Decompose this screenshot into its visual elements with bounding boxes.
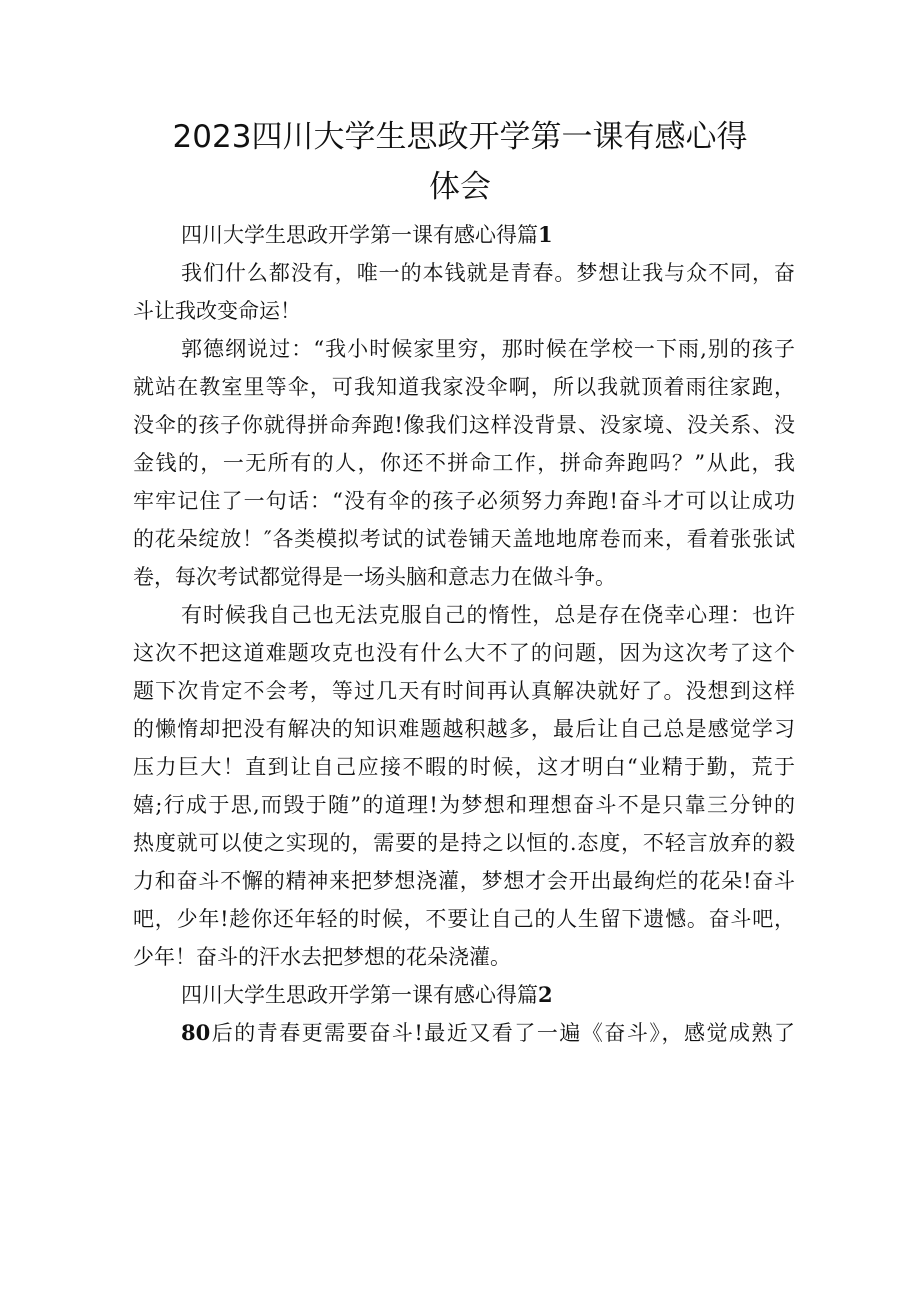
paragraph-line: 我们什么都没有，唯一的本钱就是青春。梦想让我与众不同，奋 (181, 261, 795, 285)
paragraph-line: 金钱的，一无所有的人，你还不拼命工作，拼命奔跑吗？”从此，我 (133, 451, 795, 475)
paragraph-number: 80 (181, 1020, 211, 1045)
title-line-2: 体会 (429, 169, 491, 205)
paragraph-line: 斗让我改变命运！ (133, 299, 301, 323)
paragraph-line: 牢牢记住了一句话：“没有伞的孩子必须努力奔跑!奋斗才可以让成功 (133, 489, 795, 513)
paragraph-line: 的花朵绽放！″各类模拟考试的试卷铺天盖地地席卷而来，看着张张试 (133, 527, 795, 551)
section-heading-text: 四川大学生思政开学第一课有感心得篇 (181, 983, 538, 1007)
section-heading-2 (133, 976, 795, 1014)
paragraph-line: 卷，每次考试都觉得是一场头脑和意志力在做斗争。 (133, 565, 616, 589)
section-heading-number: 1 (538, 222, 553, 247)
paragraph-line: 这次不把这道难题攻克也没有什么大不了的问题，因为这次考了这个 (133, 641, 795, 665)
paragraph-line: 的懒惰却把没有解决的知识难题越积越多，最后让自己总是感觉学习 (133, 717, 795, 741)
document-title (120, 115, 800, 209)
paragraph-line: 压力巨大！直到让自己应接不暇的时候，这才明白“业精于勤，荒于 (133, 755, 795, 779)
paragraph-line: 吧，少年!趁你还年轻的时候，不要让自己的人生留下遗憾。奋斗吧， (133, 907, 795, 931)
paragraph-line: 嬉;行成于思,而毁于随”的道理!为梦想和理想奋斗不是只靠三分钟的 (133, 793, 795, 817)
paragraph-line: 郭德纲说过：“我小时候家里穷，那时候在学校一下雨,别的孩子 (181, 337, 795, 361)
section-heading-text: 四川大学生思政开学第一课有感心得篇 (181, 223, 538, 247)
section-heading-1 (133, 216, 795, 254)
paragraph-line: 热度就可以使之实现的，需要的是持之以恒的.态度，不轻言放弃的毅 (133, 831, 795, 855)
paragraph (133, 330, 795, 596)
paragraph-line: 没伞的孩子你就得拼命奔跑!像我们这样没背景、没家境、没关系、没 (133, 413, 795, 437)
paragraph (133, 254, 795, 330)
section-heading-number: 2 (538, 982, 553, 1007)
paragraph-line: 就站在教室里等伞，可我知道我家没伞啊，所以我就顶着雨往家跑， (133, 375, 795, 399)
paragraph-line: 力和奋斗不懈的精神来把梦想浇灌，梦想才会开出最绚烂的花朵!奋斗 (133, 869, 795, 893)
document-body (133, 216, 795, 1052)
paragraph-line (133, 1014, 795, 1052)
paragraph-line: 少年！奋斗的汗水去把梦想的花朵浇灌。 (133, 945, 511, 969)
paragraph-text: 后的青春更需要奋斗!最近又看了一遍《奋斗》，感觉成熟了 (210, 1021, 795, 1045)
paragraph (133, 596, 795, 976)
paragraph-line: 题下次肯定不会考，等过几天有时间再认真解决就好了。没想到这样 (133, 679, 795, 703)
paragraph-line: 有时候我自己也无法克服自己的惰性，总是存在侥幸心理：也许 (181, 603, 795, 627)
title-line-1: 2023四川大学生思政开学第一课有感心得 (172, 119, 748, 155)
